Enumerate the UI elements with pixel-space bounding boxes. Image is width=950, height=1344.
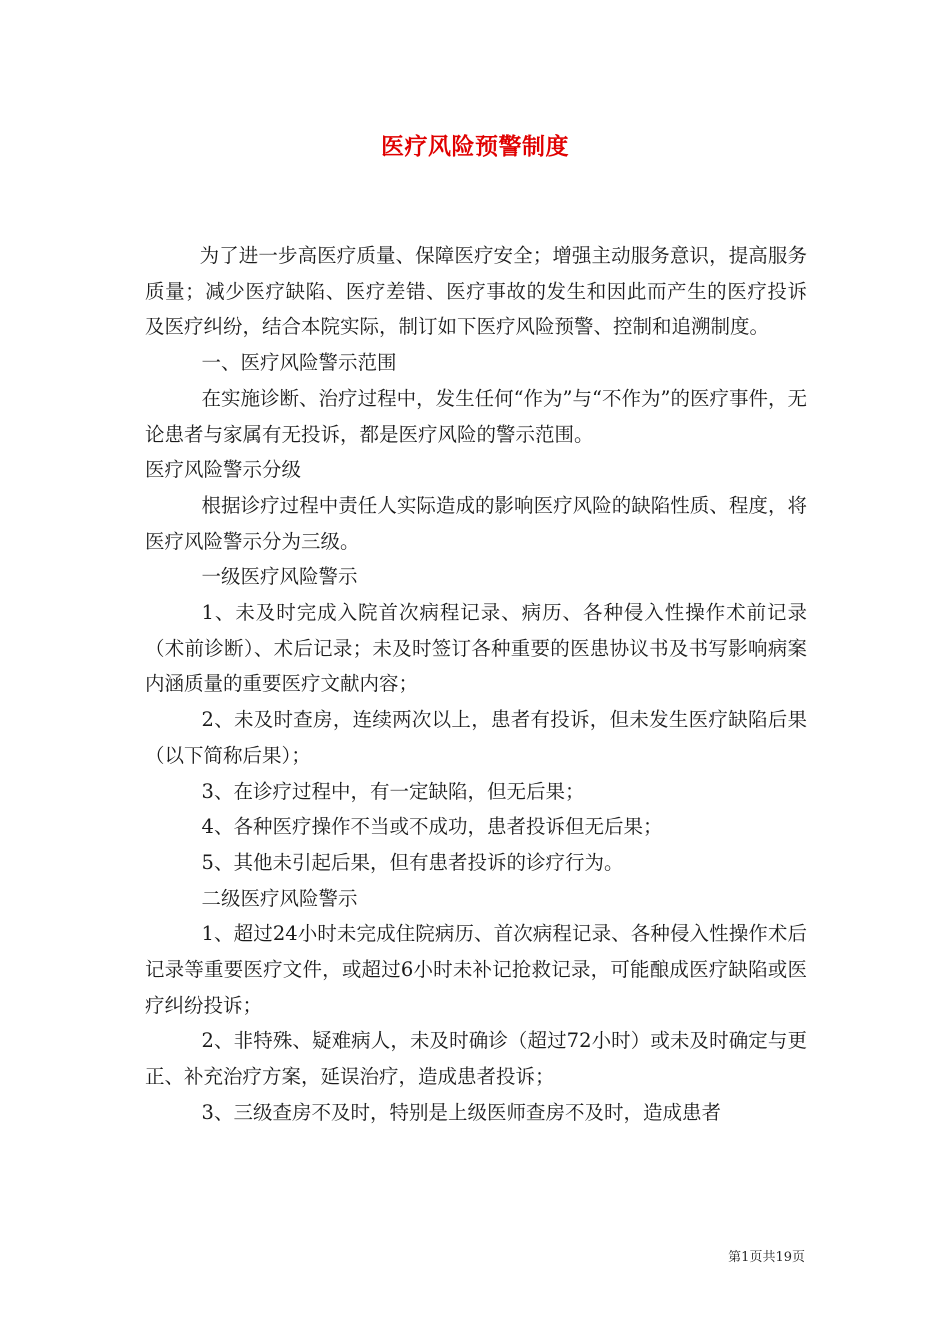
- list-item: 2、非特殊、疑难病人，未及时确诊（超过72小时）或未及时确定与更正、补充治疗方案，延误治疗，造成患者投诉；: [145, 1029, 807, 1089]
- list-item: 2、未及时查房，连续两次以上，患者有投诉，但未发生医疗缺陷后果（以下简称后果）；: [145, 708, 807, 767]
- document-title: 医疗风险预警制度: [381, 133, 569, 160]
- page-number-footer: 第1页共19页: [728, 1250, 805, 1265]
- list-item: 3、在诊疗过程中，有一定缺陷，但无后果；: [201, 779, 585, 803]
- list-item: 3、三级查房不及时，特别是上级医师查房不及时，造成患者: [201, 1100, 721, 1124]
- list-item: 1、超过24小时未完成住院病历、首次病程记录、各种侵入性操作术后记录等重要医疗文件，或超过6小时未补记抢救记录，可能酿成医疗缺陷或医疗纠纷投诉；: [145, 922, 807, 1017]
- section-heading-scope: 一、医疗风险警示范围: [201, 351, 397, 375]
- document-body: [145, 238, 807, 1131]
- list-item: 1、未及时完成入院首次病程记录、病历、各种侵入性操作术前记录（术前诊断）、术后记录；未及时签订各种重要的医患协议书及书写影响病案内涵质量的重要医疗文献内容；: [145, 601, 807, 696]
- paragraph-levels: 根据诊疗过程中责任人实际造成的影响医疗风险的缺陷性质、程度，将医疗风险警示分为三级。: [145, 493, 807, 553]
- list-item: 5、其他未引起后果，但有患者投诉的诊疗行为。: [201, 850, 624, 874]
- paragraph-scope: 在实施诊断、治疗过程中，发生任何“作为”与“不作为”的医疗事件，无论患者与家属有无投诉，都是医疗风险的警示范围。: [145, 386, 807, 446]
- paragraph-intro: 为了进一步高医疗质量、保障医疗安全；增强主动服务意识，提高服务质量；减少医疗缺陷、医疗差错、医疗事故的发生和因此而产生的医疗投诉及医疗纠纷，结合本院实际，制订如下医疗风险预警、控制和追溯制度。: [145, 244, 807, 339]
- subheading-level-2: 二级医疗风险警示: [201, 886, 358, 910]
- subheading-level-1: 一级医疗风险警示: [201, 565, 358, 589]
- list-item: 4、各种医疗操作不当或不成功，患者投诉但无后果；: [201, 815, 663, 839]
- section-heading-levels: 医疗风险警示分级: [145, 458, 302, 482]
